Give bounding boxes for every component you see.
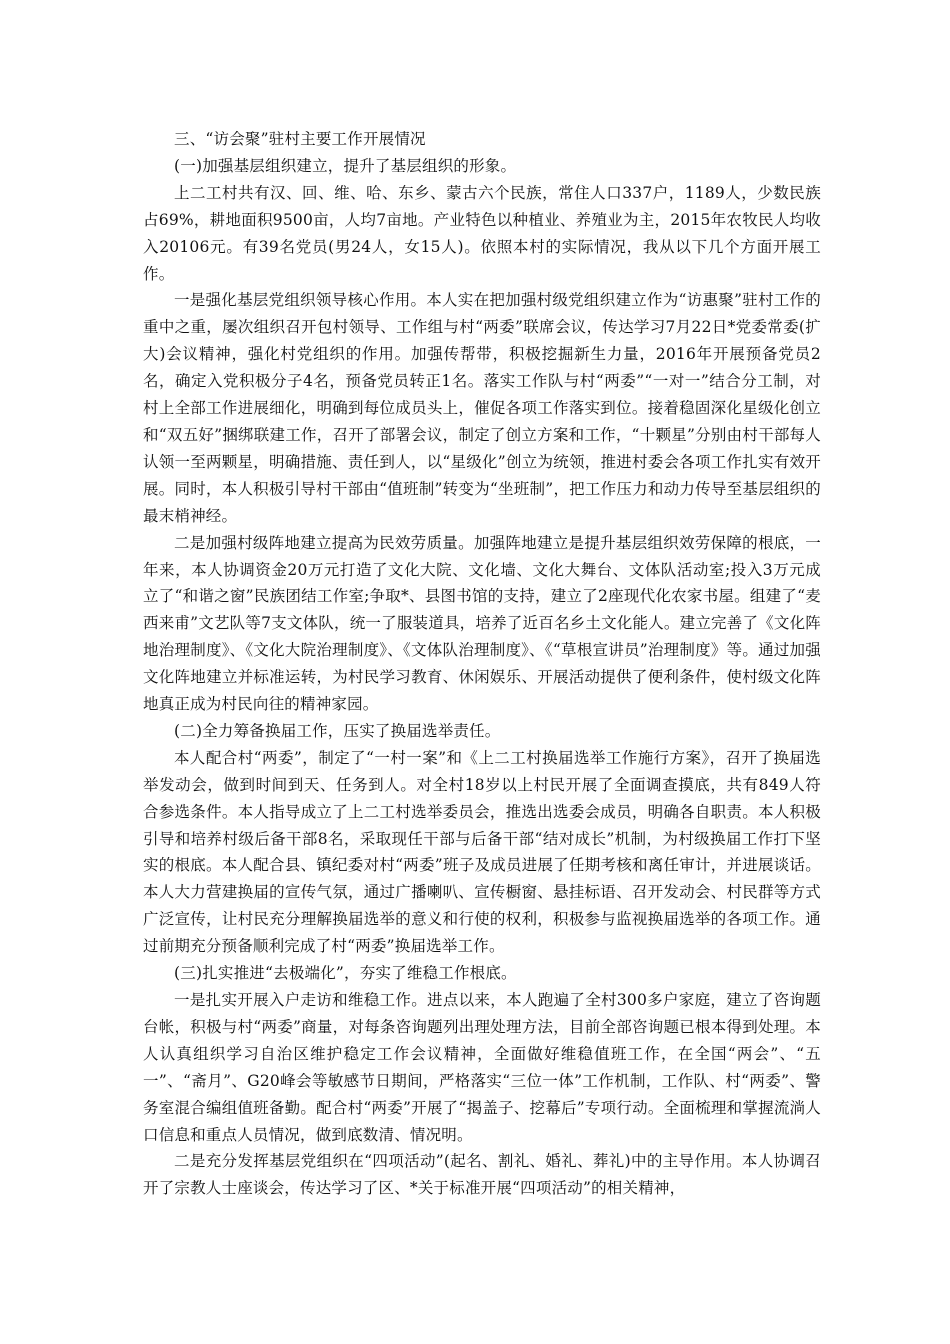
body-paragraph: 二是充分发挥基层党组织在“四项活动”(起名、割礼、婚礼、葬礼)中的主导作用。本人协调召开了宗教人士座谈会，传达学习了区、*关于标准开展“四项活动”的相关精神， (143, 1152, 821, 1198)
section-heading: 三、“访会聚”驻村主要工作开展情况 (174, 130, 426, 148)
body-paragraph: 一是扎实开展入户走访和维稳工作。进点以来，本人跑遍了全村300多户家庭，建立了咨询题台帐，积极与村“两委”商量，对每条咨询题列出理处理方法，目前全部咨询题已根本得到处理。本人认真组织学习自治区维护稳定工作会议精神，全面做好维稳值班工作，在全国“两会”、“五一”、“斋月”、G20峰会等敏感节日期间，严格落实“三位一体”工作机制，工作队、村“两委”、警务室混合编组值班备勤。配合村“两委”开展了“揭盖子、挖幕后”专项行动。全面梳理和掌握流淌人口信息和重点人员情况，做到底数清、情况明。 (143, 991, 821, 1144)
body-paragraph: 上二工村共有汉、回、维、哈、东乡、蒙古六个民族，常住人口337户，1189人，少数民族占69%，耕地面积9500亩，人均7亩地。产业特色以种植业、养殖业为主，2015年农牧民人均收入20106元。有39名党员(男24人，女15人)。依照本村的实际情况，我从以下几个方面开展工作。 (143, 183, 821, 283)
subsection-heading: (一)加强基层组织建立，提升了基层组织的形象。 (174, 156, 517, 175)
body-paragraph: 一是强化基层党组织领导核心作用。本人实在把加强村级党组织建立作为“访惠聚”驻村工作的重中之重，屡次组织召开包村领导、工作组与村“两委”联席会议，传达学习7月22日*党委常委(扩大)会议精神，强化村党组织的作用。加强传帮带，积极挖掘新生力量，2016年开展预备党员2名，确定入党积极分子4名，预备党员转正1名。落实工作队与村“两委”“一对一”结合分工制，对村上全部工作进展细化，明确到每位成员头上，催促各项工作落实到位。接着稳固深化星级化创立和“双五好”捆绑联建工作，召开了部署会议，制定了创立方案和工作，“十颗星”分别由村干部每人认领一至两颗星，明确措施、责任到人，以“星级化”创立为统领，推进村委会各项工作扎实有效开展。同时，本人积极引导村干部由“值班制”转变为“坐班制”，把工作压力和动力传导至基层组织的最末梢神经。 (143, 291, 821, 525)
body-paragraph: 本人配合村“两委”，制定了“一村一案”和《上二工村换届选举工作施行方案》，召开了换届选举发动会，做到时间到天、任务到人。对全村18岁以上村民开展了全面调查摸底，共有849人符合参选条件。本人指导成立了上二工村选举委员会，推选出选委会成员，明确各自职责。本人积极引导和培养村级后备干部8名，采取现任干部与后备干部“结对成长”机制，为村级换届工作打下坚实的根底。本人配合县、镇纪委对村“两委”班子及成员进展了任期考核和离任审计，并进展谈话。本人大力营建换届的宣传气氛，通过广播喇叭、宣传橱窗、悬挂标语、召开发动会、村民群等方式广泛宣传，让村民充分理解换届选举的意义和行使的权利，积极参与监视换届选举的各项工作。通过前期充分预备顺利完成了村“两委”换届选举工作。 (143, 748, 821, 956)
document-body (143, 126, 821, 1202)
body-paragraph: 二是加强村级阵地建立提高为民效劳质量。加强阵地建立是提升基层组织效劳保障的根底，一年来，本人协调资金20万元打造了文化大院、文化墙、文化大舞台、文体队活动室;投入3万元成立了“和谐之窗”民族团结工作室;争取*、县图书馆的支持，建立了2座现代化农家书屋。组建了“麦西来甫”文艺队等7支文体队，统一了服装道具，培养了近百名乡土文化能人。建立完善了《文化阵地治理制度》、《文化大院治理制度》、《文体队治理制度》、《“草根宣讲员”治理制度》等。通过加强文化阵地建立并标准运转，为村民学习教育、休闲娱乐、开展活动提供了便利条件，使村级文化阵地真正成为村民向往的精神家园。 (143, 533, 821, 714)
subsection-heading: (二)全力筹备换届工作，压实了换届选举责任。 (174, 721, 501, 740)
subsection-heading: (三)扎实推进“去极端化”，夯实了维稳工作根底。 (174, 964, 517, 983)
